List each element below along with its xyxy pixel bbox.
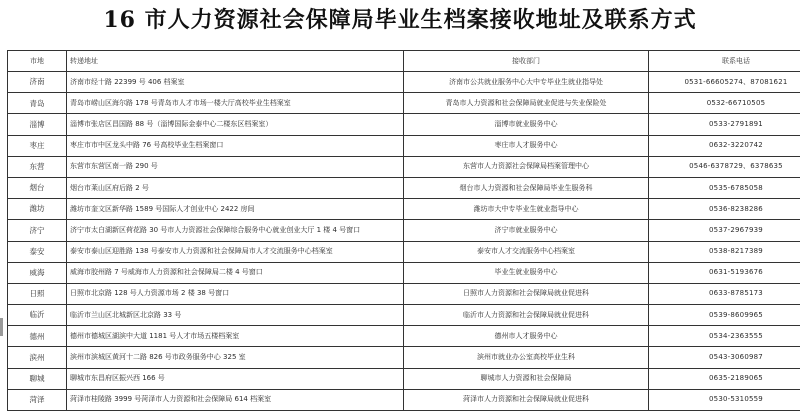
document-title: 16 市人力资源社会保障局毕业生档案接收地址及联系方式 — [0, 4, 800, 36]
cell-address: 泰安市泰山区迎胜路 138 号泰安市人力资源和社会保障局市人才交流服务中心档案室 — [67, 241, 404, 262]
table-row — [8, 262, 800, 283]
archive-address-table — [7, 50, 800, 411]
table-row — [8, 156, 800, 177]
cell-phone: 0632-3220742 — [649, 135, 800, 156]
header-address: 转递地址 — [67, 51, 404, 72]
table-row — [8, 347, 800, 368]
table-row — [8, 220, 800, 241]
cell-address: 菏泽市桂陵路 3999 号菏泽市人力资源和社会保障局 614 档案室 — [67, 389, 404, 410]
cell-address: 枣庄市市中区龙头中路 76 号高校毕业生档案窗口 — [67, 135, 404, 156]
cell-phone: 0538-8217389 — [649, 241, 800, 262]
table-header — [8, 51, 800, 72]
cell-department: 济南市公共就业服务中心大中专毕业生就业指导处 — [404, 72, 649, 93]
cell-phone: 0531-66605274、87081621 — [649, 72, 800, 93]
header-department: 接收部门 — [404, 51, 649, 72]
cell-city: 德州 — [8, 326, 67, 347]
cell-department: 青岛市人力资源和社会保障局就业促进与失业保险处 — [404, 93, 649, 114]
cell-phone: 0546-6378729、6378635 — [649, 156, 800, 177]
cell-city: 日照 — [8, 283, 67, 304]
cell-address: 滨州市滨城区黄河十二路 826 号市政务服务中心 325 室 — [67, 347, 404, 368]
cell-city: 烟台 — [8, 177, 67, 198]
cell-department: 淄博市就业服务中心 — [404, 114, 649, 135]
cell-department: 毕业生就业服务中心 — [404, 262, 649, 283]
cell-address: 威海市胶州路 7 号威海市人力资源和社会保障局二楼 4 号窗口 — [67, 262, 404, 283]
cell-department: 潍坊市大中专毕业生就业指导中心 — [404, 199, 649, 220]
cell-phone: 0532-66710505 — [649, 93, 800, 114]
table-row — [8, 326, 800, 347]
cell-address: 济宁市太白湖新区荷花路 30 号市人力资源社会保障综合服务中心就业创业大厅 1 楼 4 号窗口 — [67, 220, 404, 241]
cell-phone: 0535-6785058 — [649, 177, 800, 198]
cell-phone: 0633-8785173 — [649, 283, 800, 304]
cell-department: 德州市人才服务中心 — [404, 326, 649, 347]
cell-city: 淄博 — [8, 114, 67, 135]
cell-city: 济宁 — [8, 220, 67, 241]
cell-department: 滨州市就业办公室高校毕业生科 — [404, 347, 649, 368]
cell-city: 聊城 — [8, 368, 67, 389]
cell-city: 菏泽 — [8, 389, 67, 410]
table-row — [8, 135, 800, 156]
cell-department: 枣庄市人才服务中心 — [404, 135, 649, 156]
cell-city: 泰安 — [8, 241, 67, 262]
cell-city: 济南 — [8, 72, 67, 93]
cell-address: 济南市经十路 22399 号 406 档案室 — [67, 72, 404, 93]
cell-department: 临沂市人力资源和社会保障局就业促进科 — [404, 305, 649, 326]
cell-city: 临沂 — [8, 305, 67, 326]
cell-city: 威海 — [8, 262, 67, 283]
table-row — [8, 241, 800, 262]
cell-address: 德州市德城区湖滨中大道 1181 号人才市场五楼档案室 — [67, 326, 404, 347]
table-row — [8, 72, 800, 93]
cell-city: 滨州 — [8, 347, 67, 368]
cell-phone: 0539-8609965 — [649, 305, 800, 326]
cell-department: 聊城市人力资源和社会保障局 — [404, 368, 649, 389]
header-city: 市地 — [8, 51, 67, 72]
table-row — [8, 305, 800, 326]
cell-phone: 0530-5310559 — [649, 389, 800, 410]
cell-department: 泰安市人才交流服务中心档案室 — [404, 241, 649, 262]
header-row — [8, 51, 800, 72]
table-body — [8, 72, 800, 411]
cell-phone: 0536-8238286 — [649, 199, 800, 220]
cell-department: 烟台市人力资源和社会保障局毕业生服务科 — [404, 177, 649, 198]
cell-address: 东营市东营区南一路 290 号 — [67, 156, 404, 177]
cell-city: 潍坊 — [8, 199, 67, 220]
table-row — [8, 93, 800, 114]
table-row — [8, 368, 800, 389]
cell-address: 潍坊市奎文区新华路 1589 号国际人才创业中心 2422 房间 — [67, 199, 404, 220]
cell-city: 东营 — [8, 156, 67, 177]
cell-department: 东营市人力资源社会保障局档案管理中心 — [404, 156, 649, 177]
table-row — [8, 114, 800, 135]
cell-city: 青岛 — [8, 93, 67, 114]
cell-address: 淄博市张店区昌国路 88 号（淄博国际金泰中心二楼东区档案室） — [67, 114, 404, 135]
cell-city: 枣庄 — [8, 135, 67, 156]
cell-phone: 0534-2363555 — [649, 326, 800, 347]
cell-phone: 0537-2967939 — [649, 220, 800, 241]
cell-phone: 0631-5193676 — [649, 262, 800, 283]
cell-phone: 0543-3060987 — [649, 347, 800, 368]
cell-address: 临沂市兰山区北城新区北京路 33 号 — [67, 305, 404, 326]
cell-address: 烟台市莱山区府后路 2 号 — [67, 177, 404, 198]
table-row — [8, 199, 800, 220]
cell-department: 济宁市就业服务中心 — [404, 220, 649, 241]
cell-department: 日照市人力资源和社会保障局就业促进科 — [404, 283, 649, 304]
cell-address: 青岛市崂山区海尔路 178 号青岛市人才市场一楼大厅高校毕业生档案室 — [67, 93, 404, 114]
header-phone: 联系电话 — [649, 51, 800, 72]
cell-department: 菏泽市人力资源和社会保障局就业促进科 — [404, 389, 649, 410]
page-edge-marker — [0, 318, 3, 336]
table-row — [8, 177, 800, 198]
cell-address: 日照市北京路 128 号人力资源市场 2 楼 38 号窗口 — [67, 283, 404, 304]
table-row — [8, 283, 800, 304]
cell-phone: 0635-2189065 — [649, 368, 800, 389]
cell-phone: 0533-2791891 — [649, 114, 800, 135]
cell-address: 聊城市东昌府区振兴西 166 号 — [67, 368, 404, 389]
table-row — [8, 389, 800, 410]
